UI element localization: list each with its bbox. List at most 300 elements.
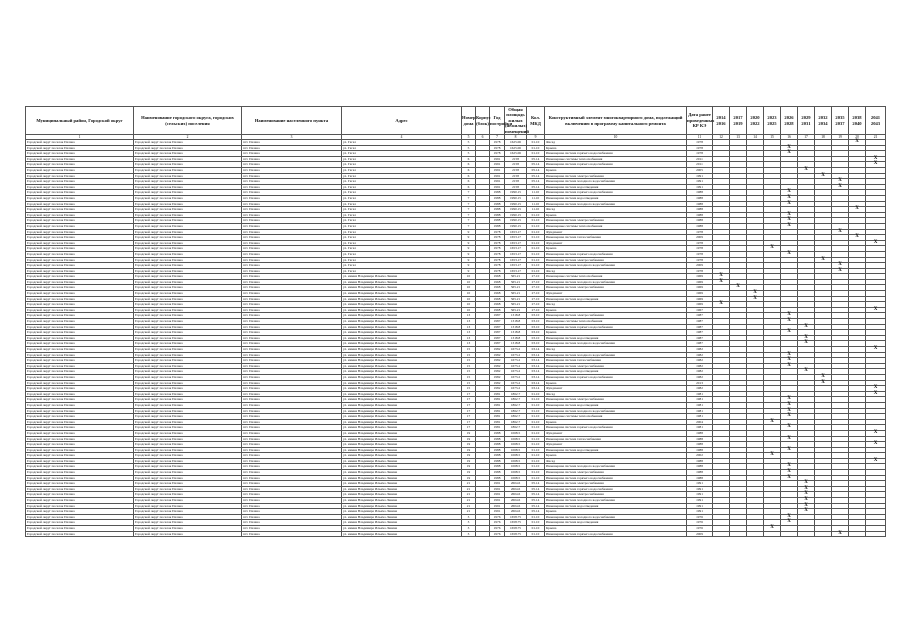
table-cell: 5 <box>462 140 476 146</box>
table-cell: 15 <box>462 374 476 380</box>
table-cell: Инженерные системы теплоснабжения <box>545 414 687 420</box>
table-cell: Городской округ поселок Палана <box>134 229 242 235</box>
table-cell: 7 <box>462 223 476 229</box>
table-cell: 1068.5 <box>505 442 527 448</box>
table-cell: 1991 <box>490 492 505 498</box>
table-cell: Инженерная система водоотведения <box>545 184 687 190</box>
table-cell: 1981 <box>687 402 713 408</box>
period-mark-cell: X <box>798 324 815 330</box>
table-cell: 1978 <box>490 246 505 252</box>
period-mark-cell: X <box>781 223 798 229</box>
table-cell: пгт. Палана <box>242 470 342 476</box>
table-cell: 01.10 <box>527 218 545 224</box>
table-cell: 11.10 <box>527 207 545 213</box>
table-cell: Городской округ поселок Палана <box>134 514 242 520</box>
table-cell: ул. имени Владимира Ильича Ленина <box>342 380 462 386</box>
table-cell: пгт. Палана <box>242 195 342 201</box>
table-cell: 27.10 <box>527 291 545 297</box>
table-cell: Фасад <box>545 347 687 353</box>
table-cell: 03.10 <box>527 313 545 319</box>
table-cell: 2158 <box>505 179 527 185</box>
table-cell: 1981 <box>490 419 505 425</box>
table-cell: Городской округ поселок Палана <box>26 447 134 453</box>
table-cell: пгт. Палана <box>242 436 342 442</box>
table-cell: пгт. Палана <box>242 162 342 168</box>
table-cell: 11.10 <box>527 195 545 201</box>
table-cell: ул. имени Владимира Ильича Ленина <box>342 514 462 520</box>
table-cell: Инженерная система холодного водоснабжения <box>545 514 687 520</box>
table-cell: ул. Гагал <box>342 257 462 263</box>
column-header: 2041 2043 <box>866 107 886 135</box>
table-cell: Городской округ поселок Палана <box>134 425 242 431</box>
period-mark-cell: X <box>832 263 849 269</box>
table-cell: 17 <box>462 425 476 431</box>
table-cell: 565.21 <box>505 296 527 302</box>
table-cell: пгт. Палана <box>242 486 342 492</box>
period-mark-cell: X <box>815 257 832 263</box>
table-cell: ул. имени Владимира Ильича Ленина <box>342 430 462 436</box>
table-cell: 01.10 <box>527 212 545 218</box>
period-mark-cell: X <box>849 207 866 213</box>
table-cell: 3 <box>462 531 476 537</box>
table-cell: Городской округ поселок Палана <box>26 442 134 448</box>
table-cell: 1990.15 <box>505 212 527 218</box>
table-cell: 1968 <box>490 302 505 308</box>
table-cell: 15 <box>462 363 476 369</box>
table-cell: Крыша <box>545 453 687 459</box>
table-cell: 9 <box>462 263 476 269</box>
period-mark-cell: X <box>764 419 781 425</box>
table-cell: 03.10 <box>527 335 545 341</box>
table-cell: 7 <box>462 218 476 224</box>
table-cell: пгт. Палана <box>242 279 342 285</box>
table-cell: 03.10 <box>527 330 545 336</box>
table-cell: пгт. Палана <box>242 430 342 436</box>
table-cell: 1982 <box>687 386 713 392</box>
table-cell: 1988 <box>687 470 713 476</box>
table-cell: 1990.15 <box>505 218 527 224</box>
table-cell: 1862.7 <box>505 419 527 425</box>
table-cell: Городской округ поселок Палана <box>26 168 134 174</box>
table-cell: 1991 <box>687 492 713 498</box>
table-cell: 19 <box>462 430 476 436</box>
period-mark-cell: X <box>781 145 798 151</box>
table-cell: 1978 <box>687 140 713 146</box>
table-cell: пгт. Палана <box>242 302 342 308</box>
column-number: 17 <box>798 135 815 140</box>
table-cell: 01.10 <box>527 520 545 526</box>
table-cell: пгт. Палана <box>242 363 342 369</box>
table-cell: Инженерная система водоотведения <box>545 520 687 526</box>
table-cell: Городской округ поселок Палана <box>134 145 242 151</box>
table-cell: пгт. Палана <box>242 419 342 425</box>
table-cell: 03.10 <box>527 319 545 325</box>
table-cell: 10 <box>462 302 476 308</box>
table-cell: ул. Гагал <box>342 145 462 151</box>
table-cell: Городской округ поселок Палана <box>26 425 134 431</box>
table-cell: Городской округ поселок Палана <box>134 447 242 453</box>
table-cell: 05.14 <box>527 481 545 487</box>
table-cell: 1990.15 <box>505 195 527 201</box>
table-cell: Городской округ поселок Палана <box>134 162 242 168</box>
table-cell: 01.10 <box>527 240 545 246</box>
table-cell: Городской округ поселок Палана <box>26 296 134 302</box>
table-cell: Инженерные системы теплоснабжения <box>545 223 687 229</box>
table-cell: 1653.17 <box>505 240 527 246</box>
table-cell: 1653.17 <box>505 257 527 263</box>
table-cell: 1862.7 <box>505 397 527 403</box>
table-cell: Городской округ поселок Палана <box>134 397 242 403</box>
table-cell: 1987 <box>687 324 713 330</box>
table-cell: 1990.15 <box>505 190 527 196</box>
table-cell: 13 <box>462 313 476 319</box>
period-mark-cell: X <box>798 168 815 174</box>
table-cell: Городской округ поселок Палана <box>26 223 134 229</box>
table-cell: Городской округ поселок Палана <box>26 307 134 313</box>
period-mark-cell: X <box>866 391 886 397</box>
table-row <box>26 531 886 537</box>
table-cell: Городской округ поселок Палана <box>26 235 134 241</box>
table-cell: Инженерная система электроснабжения <box>545 257 687 263</box>
table-cell: 21 <box>462 481 476 487</box>
table-cell: 1068.5 <box>505 447 527 453</box>
table-cell: 10 <box>462 279 476 285</box>
table-cell: Городской округ поселок Палана <box>26 374 134 380</box>
table-cell: 1068.5 <box>505 430 527 436</box>
table-cell: Городской округ поселок Палана <box>134 436 242 442</box>
table-cell: 1862.7 <box>505 402 527 408</box>
table-cell: 1990.15 <box>505 223 527 229</box>
period-mark-cell: X <box>713 302 730 308</box>
table-cell: Фасад <box>545 268 687 274</box>
period-mark-cell: X <box>781 201 798 207</box>
period-mark-cell: X <box>849 235 866 241</box>
table-cell: пгт. Палана <box>242 319 342 325</box>
period-mark-cell: X <box>781 218 798 224</box>
table-cell: 565.21 <box>505 291 527 297</box>
table-cell: 1987 <box>490 341 505 347</box>
table-cell: 1978 <box>490 251 505 257</box>
table-cell: Городской округ поселок Палана <box>134 363 242 369</box>
column-number: 13 <box>730 135 747 140</box>
table-cell: ул. имени Владимира Ильича Ленина <box>342 363 462 369</box>
table-cell: 9 <box>462 235 476 241</box>
table-cell: 9 <box>462 257 476 263</box>
column-header: Кол. МКД <box>527 107 545 135</box>
table-cell: пгт. Палана <box>242 391 342 397</box>
table-cell: 05.14 <box>527 184 545 190</box>
table-cell: 2158 <box>505 162 527 168</box>
table-cell: Городской округ поселок Палана <box>26 520 134 526</box>
table-cell: 17 <box>462 408 476 414</box>
table-cell: ул. имени Владимира Ильича Ленина <box>342 481 462 487</box>
table-cell: ул. имени Владимира Ильича Ленина <box>342 347 462 353</box>
table-cell: 1982 <box>687 363 713 369</box>
table-cell: пгт. Палана <box>242 257 342 263</box>
table-cell: 1068.5 <box>505 464 527 470</box>
period-mark-cell <box>781 531 798 537</box>
table-cell: ул. имени Владимира Ильича Ленина <box>342 453 462 459</box>
table-cell: 01.10 <box>527 251 545 257</box>
table-cell: Городской округ поселок Палана <box>134 324 242 330</box>
table-cell: 01.10 <box>527 425 545 431</box>
table-cell: 3 <box>462 526 476 532</box>
period-mark-cell: X <box>781 475 798 481</box>
table-cell: пгт. Палана <box>242 263 342 269</box>
table-cell: пгт. Палана <box>242 313 342 319</box>
table-cell: 1982 <box>490 363 505 369</box>
table-cell: 1653.17 <box>505 251 527 257</box>
table-cell: 1978 <box>490 263 505 269</box>
table-cell: Городской округ поселок Палана <box>26 419 134 425</box>
table-cell: 13 <box>462 319 476 325</box>
table-cell: 1991 <box>490 156 505 162</box>
period-mark-cell: X <box>781 212 798 218</box>
table-cell: 05.14 <box>527 498 545 504</box>
column-number: 7 <box>490 135 505 140</box>
table-cell: 1981 <box>687 414 713 420</box>
table-cell: 01.10 <box>527 447 545 453</box>
table-cell: ул. имени Владимира Ильича Ленина <box>342 419 462 425</box>
table-cell: 19 <box>462 453 476 459</box>
table-cell: пгт. Палана <box>242 453 342 459</box>
table-cell: 10 <box>462 296 476 302</box>
period-mark-cell: X <box>764 246 781 252</box>
column-number: 14 <box>747 135 764 140</box>
table-cell: 1978 <box>490 229 505 235</box>
table-cell: 6 <box>462 162 476 168</box>
table-cell: Крыша <box>545 212 687 218</box>
table-cell: Городской округ поселок Палана <box>26 184 134 190</box>
table-cell: 1969 <box>687 291 713 297</box>
table-cell: ул. имени Владимира Ильича Ленина <box>342 402 462 408</box>
table-cell: Городской округ поселок Палана <box>26 274 134 280</box>
table-cell: Городской округ поселок Палана <box>26 285 134 291</box>
table-cell: Городской округ поселок Палана <box>134 168 242 174</box>
table-cell: пгт. Палана <box>242 184 342 190</box>
table-cell: 1982 <box>687 352 713 358</box>
table-cell: Городской округ поселок Палана <box>134 285 242 291</box>
table-cell: 6 <box>462 168 476 174</box>
table-cell: Инженерная система электроснабжения <box>545 481 687 487</box>
table-cell: 1967 <box>687 307 713 313</box>
table-cell: Крыша <box>545 380 687 386</box>
table-cell: 2002 <box>687 453 713 459</box>
table-cell: 1982 <box>687 374 713 380</box>
table-cell: 1978 <box>687 246 713 252</box>
table-cell: пгт. Палана <box>242 347 342 353</box>
table-cell: Городской округ поселок Палана <box>134 352 242 358</box>
period-mark-cell: X <box>866 430 886 436</box>
table-cell: 05.14 <box>527 168 545 174</box>
table-cell: Инженерная система холодного водоснабжения <box>545 464 687 470</box>
period-mark-cell: X <box>866 386 886 392</box>
table-cell: 03.10 <box>527 341 545 347</box>
table-cell: 1988 <box>687 475 713 481</box>
period-mark-cell: X <box>781 470 798 476</box>
table-cell: Городской округ поселок Палана <box>134 531 242 537</box>
table-cell: ул. Гагал <box>342 168 462 174</box>
table-cell: 1981 <box>490 402 505 408</box>
period-mark-cell: X <box>713 279 730 285</box>
table-cell: 1982 <box>490 386 505 392</box>
table-cell: 27.10 <box>527 296 545 302</box>
table-cell: 01.10 <box>527 402 545 408</box>
table-cell: пгт. Палана <box>242 229 342 235</box>
table-cell: 1673.2 <box>505 386 527 392</box>
column-header: 2038 2040 <box>849 107 866 135</box>
table-cell: Городской округ поселок Палана <box>134 330 242 336</box>
table-cell: Городской округ поселок Палана <box>26 380 134 386</box>
table-cell: Городской округ поселок Палана <box>134 386 242 392</box>
table-cell: ул. имени Владимира Ильича Ленина <box>342 425 462 431</box>
column-number: 3 <box>242 135 342 140</box>
period-mark-cell: X <box>781 464 798 470</box>
table-cell: Городской округ поселок Палана <box>134 246 242 252</box>
table-cell: 1625.06 <box>505 140 527 146</box>
table-cell: 01.10 <box>527 531 545 537</box>
table-cell: 1968 <box>490 279 505 285</box>
table-cell: 01.10 <box>527 140 545 146</box>
table-cell: 1982 <box>687 369 713 375</box>
table-cell: Городской округ поселок Палана <box>134 251 242 257</box>
column-header: 2026 2028 <box>781 107 798 135</box>
table-cell: Инженерные системы теплоснабжения <box>545 156 687 162</box>
table-cell: Городской округ поселок Палана <box>26 268 134 274</box>
table-cell: Городской округ поселок Палана <box>134 391 242 397</box>
table-cell: Городской округ поселок Палана <box>134 408 242 414</box>
column-header: 2032 2034 <box>815 107 832 135</box>
table-cell: 01.10 <box>527 458 545 464</box>
column-number: 4 <box>342 135 462 140</box>
table-cell: Инженерная система электроснабжения <box>545 363 687 369</box>
table-cell: 17 <box>462 391 476 397</box>
table-cell: 1988 <box>687 223 713 229</box>
table-cell: Городской округ поселок Палана <box>26 151 134 157</box>
table-cell: пгт. Палана <box>242 251 342 257</box>
table-cell: пгт. Палана <box>242 520 342 526</box>
table-cell: Инженерная система горячего водоснабжения <box>545 475 687 481</box>
table-cell: 1988 <box>490 430 505 436</box>
table-cell: Городской округ поселок Палана <box>26 190 134 196</box>
table-cell: 1981 <box>490 397 505 403</box>
period-mark-cell: X <box>849 140 866 146</box>
table-cell: Городской округ поселок Палана <box>134 235 242 241</box>
table-cell: Инженерная система водоотведения <box>545 503 687 509</box>
table-cell: пгт. Палана <box>242 397 342 403</box>
table-cell: 1653.17 <box>505 246 527 252</box>
table-cell: 1653.17 <box>505 268 527 274</box>
capital-repair-table <box>25 106 886 537</box>
table-cell: Городской округ поселок Палана <box>26 470 134 476</box>
table-cell: Крыша <box>545 246 687 252</box>
table-cell: пгт. Палана <box>242 212 342 218</box>
table-cell: 1068.5 <box>505 436 527 442</box>
table-cell: 1658.75 <box>505 531 527 537</box>
table-cell: Городской округ поселок Палана <box>26 145 134 151</box>
table-cell: пгт. Палана <box>242 330 342 336</box>
table-cell: 1981 <box>687 425 713 431</box>
table-cell: Городской округ поселок Палана <box>26 263 134 269</box>
table-cell: пгт. Палана <box>242 414 342 420</box>
table-cell: 01.10 <box>527 430 545 436</box>
table-cell: Городской округ поселок Палана <box>26 397 134 403</box>
table-cell: 3 <box>462 514 476 520</box>
table-cell: 1978 <box>490 268 505 274</box>
table-cell: Городской округ поселок Палана <box>26 319 134 325</box>
table-cell: 1625.06 <box>505 151 527 157</box>
table-cell: Городской округ поселок Палана <box>26 531 134 537</box>
table-cell: 13 <box>462 335 476 341</box>
table-cell: 1976 <box>490 514 505 520</box>
table-cell: 1968 <box>490 296 505 302</box>
table-cell: пгт. Палана <box>242 285 342 291</box>
table-cell: Городской округ поселок Палана <box>134 291 242 297</box>
table-cell: 1862.7 <box>505 391 527 397</box>
table-cell: пгт. Палана <box>242 509 342 515</box>
table-cell: 2604.6 <box>505 481 527 487</box>
table-cell: Городской округ поселок Палана <box>26 218 134 224</box>
table-cell: 1658.75 <box>505 514 527 520</box>
table-cell: 17 <box>462 419 476 425</box>
table-cell: ул. имени Владимира Ильича Ленина <box>342 274 462 280</box>
table-cell: 1318.8 <box>505 313 527 319</box>
table-cell: 2009 <box>687 263 713 269</box>
table-cell: ул. имени Владимира Ильича Ленина <box>342 291 462 297</box>
period-mark-cell: X <box>764 526 781 532</box>
table-cell: пгт. Палана <box>242 492 342 498</box>
period-mark-cell: X <box>866 307 886 313</box>
table-cell: ул. имени Владимира Ильича Ленина <box>342 526 462 532</box>
table-cell: пгт. Палана <box>242 408 342 414</box>
table-cell: 01.10 <box>527 442 545 448</box>
table-cell: 9 <box>462 229 476 235</box>
table-cell: Городской округ поселок Палана <box>134 486 242 492</box>
table-cell: Городской округ поселок Палана <box>134 335 242 341</box>
table-cell: 6 <box>462 179 476 185</box>
table-cell: 05.14 <box>527 179 545 185</box>
table-cell: Городской округ поселок Палана <box>134 470 242 476</box>
table-cell: Крыша <box>545 509 687 515</box>
table-cell: 03.14 <box>527 352 545 358</box>
table-cell: 15 <box>462 352 476 358</box>
table-cell: Городской округ поселок Палана <box>134 240 242 246</box>
table-cell: 1068.5 <box>505 453 527 459</box>
table-cell: ул. Гагал <box>342 190 462 196</box>
table-cell: Инженерная система электроснабжения <box>545 313 687 319</box>
column-header: Наименование населенного пункта <box>242 107 342 135</box>
table-cell: Городской округ поселок Палана <box>134 402 242 408</box>
table-cell: Инженерная система горячего водоснабжения <box>545 531 687 537</box>
table-cell: Городской округ поселок Палана <box>134 190 242 196</box>
table-cell: 1982 <box>490 374 505 380</box>
table-cell: 1976 <box>490 526 505 532</box>
table-cell: 2011 <box>687 162 713 168</box>
table-cell: 13 <box>462 324 476 330</box>
table-cell: Городской округ поселок Палана <box>134 498 242 504</box>
table-cell: 2158 <box>505 184 527 190</box>
table-cell: 1981 <box>490 414 505 420</box>
period-mark-cell: X <box>866 162 886 168</box>
table-cell: ул. Гагал <box>342 162 462 168</box>
table-cell: 1981 <box>490 408 505 414</box>
table-cell: пгт. Палана <box>242 145 342 151</box>
table-cell: Городской округ поселок Палана <box>26 212 134 218</box>
column-header: Номер дома <box>462 107 476 135</box>
table-cell: пгт. Палана <box>242 168 342 174</box>
table-cell: Городской округ поселок Палана <box>26 503 134 509</box>
table-cell: 1653.17 <box>505 263 527 269</box>
